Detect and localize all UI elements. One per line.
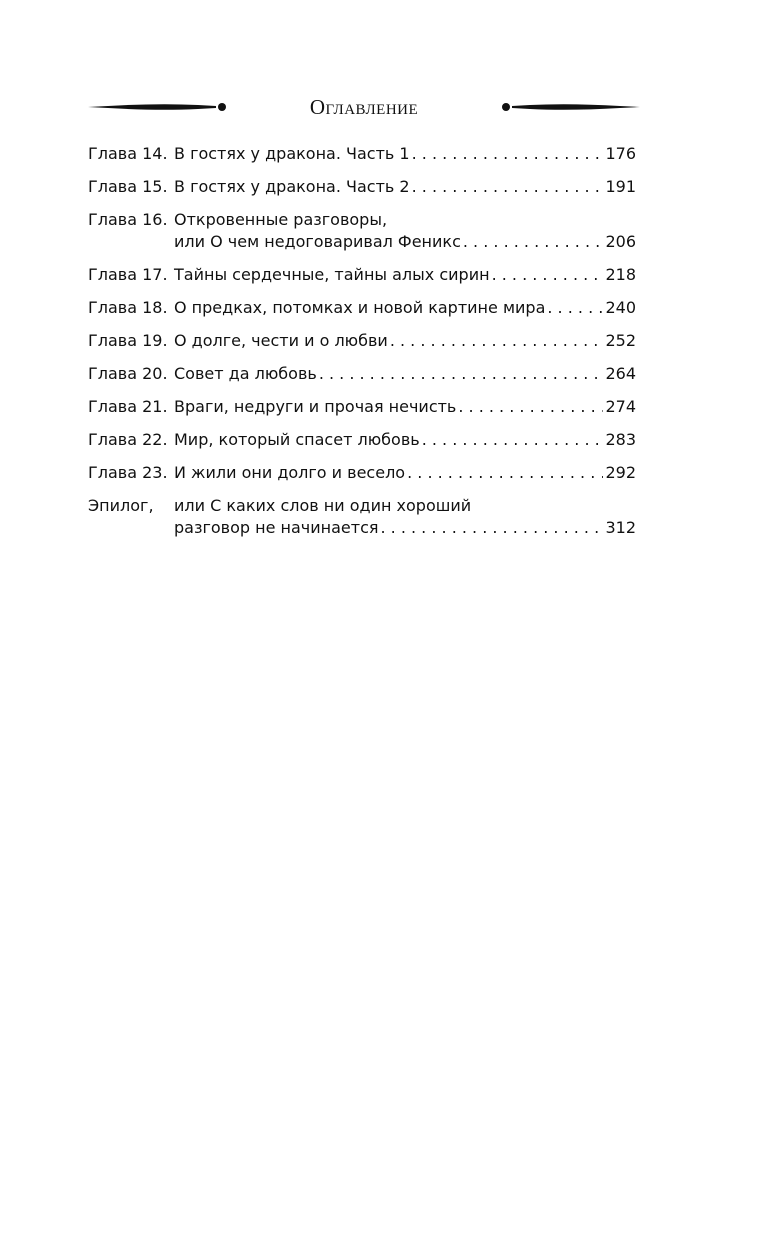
dot-leader xyxy=(463,231,604,253)
dot-leader xyxy=(412,143,604,165)
ornament-right-icon xyxy=(500,97,640,117)
toc-entry-chapter-14[interactable] xyxy=(88,143,636,165)
toc-entry-label: Глава 17. xyxy=(88,265,168,284)
dot-leader xyxy=(458,396,603,418)
toc-entry-page: 206 xyxy=(605,232,636,251)
toc-entry-chapter-20[interactable] xyxy=(88,363,636,385)
table-of-contents xyxy=(88,143,636,550)
toc-entry-label: Глава 16. xyxy=(88,210,168,229)
toc-entry-label: Глава 21. xyxy=(88,397,168,416)
toc-entry-page: 218 xyxy=(605,265,636,284)
toc-entry-chapter-21[interactable] xyxy=(88,396,636,418)
toc-entry-chapter-22[interactable] xyxy=(88,429,636,451)
toc-entry-chapter-23[interactable] xyxy=(88,462,636,484)
dot-leader xyxy=(412,176,604,198)
toc-entry-page: 176 xyxy=(605,144,636,163)
toc-entry-chapter-19[interactable] xyxy=(88,330,636,352)
dot-leader xyxy=(547,297,603,319)
toc-entry-label: Глава 18. xyxy=(88,298,168,317)
toc-entry-label: Эпилог, xyxy=(88,496,154,515)
toc-entry-page: 264 xyxy=(605,364,636,383)
toc-entry-title: Враги, недруги и прочая нечисть xyxy=(174,397,457,416)
toc-entry-page: 312 xyxy=(605,518,636,537)
toc-entry-title-line: или С каких слов ни один хороший xyxy=(174,496,472,515)
toc-entry-title: Совет да любовь xyxy=(174,364,317,383)
toc-entry-chapter-16[interactable] xyxy=(88,209,636,253)
toc-entry-label: Глава 14. xyxy=(88,144,168,163)
toc-entry-title: В гостях у дракона. Часть 2 xyxy=(174,177,410,196)
toc-entry-title: Мир, который спасет любовь xyxy=(174,430,420,449)
dot-leader xyxy=(422,429,604,451)
toc-entry-title: или О чем недоговаривал Феникс xyxy=(174,232,461,251)
dot-leader xyxy=(319,363,604,385)
dot-leader xyxy=(390,330,604,352)
toc-entry-label: Глава 15. xyxy=(88,177,168,196)
toc-entry-label: Глава 22. xyxy=(88,430,168,449)
toc-entry-title: Тайны сердечные, тайны алых сирин xyxy=(174,265,490,284)
dot-leader xyxy=(492,264,604,286)
toc-entry-label: Глава 19. xyxy=(88,331,168,350)
toc-entry-title: И жили они долго и весело xyxy=(174,463,406,482)
toc-entry-title-line: Откровенные разговоры, xyxy=(174,210,388,229)
toc-entry-page: 292 xyxy=(605,463,636,482)
page-header xyxy=(88,92,640,122)
toc-entry-page: 252 xyxy=(605,331,636,350)
toc-entry-page: 274 xyxy=(605,397,636,416)
toc-entry-chapter-18[interactable] xyxy=(88,297,636,319)
toc-entry-epilogue[interactable] xyxy=(88,495,636,539)
dot-leader xyxy=(380,517,603,539)
toc-entry-title: В гостях у дракона. Часть 1 xyxy=(174,144,410,163)
page-title: Оглавление xyxy=(309,95,419,119)
toc-entry-page: 240 xyxy=(605,298,636,317)
toc-entry-label: Глава 20. xyxy=(88,364,168,383)
toc-entry-label: Глава 23. xyxy=(88,463,168,482)
toc-entry-title: О предках, потомках и новой картине мира xyxy=(174,298,546,317)
toc-entry-title: разговор не начинается xyxy=(174,518,379,537)
toc-entry-title: О долге, чести и о любви xyxy=(174,331,388,350)
toc-entry-chapter-15[interactable] xyxy=(88,176,636,198)
dot-leader xyxy=(407,462,603,484)
toc-entry-page: 191 xyxy=(605,177,636,196)
toc-entry-page: 283 xyxy=(605,430,636,449)
toc-entry-chapter-17[interactable] xyxy=(88,264,636,286)
